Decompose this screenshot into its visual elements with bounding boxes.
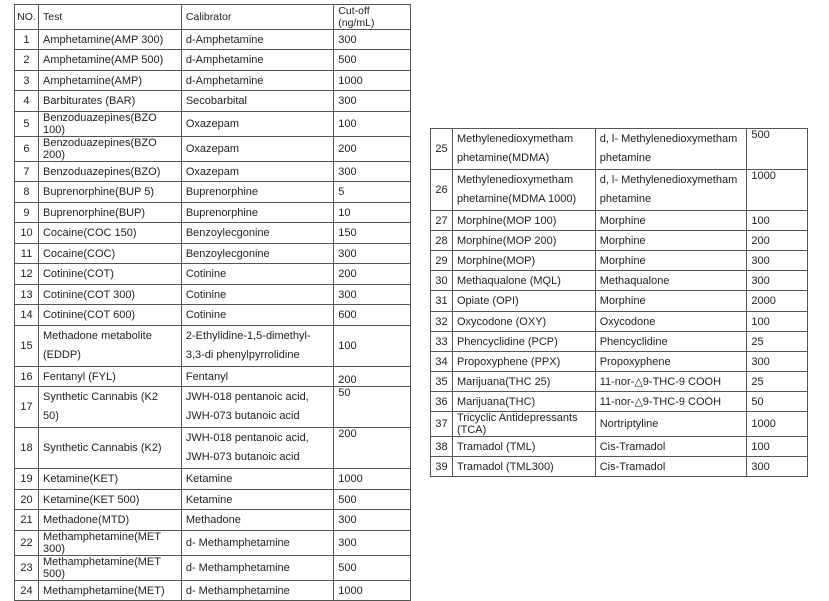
cell-no: 14 (15, 305, 39, 326)
cell-calibrator: Phencyclidine (595, 332, 747, 352)
cell-no: 34 (431, 352, 453, 372)
cell-calibrator: Oxazepam (181, 162, 333, 182)
cell-test: Benzoduazepines(BZO) (38, 162, 181, 182)
table-row (15, 469, 411, 490)
cell-test: Morphine(MOP 200) (452, 231, 595, 251)
cell-no: 24 (15, 581, 39, 601)
cell-no: 23 (15, 556, 39, 581)
header-cutoff: Cut-off (ng/mL) (334, 5, 411, 30)
cell-no: 5 (15, 112, 39, 137)
cell-test: Morphine(MOP 100) (452, 211, 595, 231)
cell-no: 20 (15, 490, 39, 510)
table-row (431, 291, 808, 312)
cell-test: Oxycodone (OXY) (452, 312, 595, 332)
table-row (15, 264, 411, 285)
cell-no: 4 (15, 91, 39, 112)
cell-test: Methylenedioxymetham phetamine(MDMA 1000) (452, 170, 595, 211)
cell-cutoff: 500 (747, 129, 808, 170)
cell-calibrator: d-Amphetamine (181, 30, 333, 50)
cell-test: Methamphetamine(MET) (38, 581, 181, 601)
cell-cutoff: 1000 (334, 581, 411, 601)
cell-calibrator: Benzoylecgonine (181, 223, 333, 244)
cell-cutoff: 300 (334, 30, 411, 50)
table-row (15, 162, 411, 182)
cell-calibrator: Nortriptyline (595, 412, 747, 437)
cell-no: 6 (15, 137, 39, 162)
cell-no: 12 (15, 264, 39, 285)
cell-cutoff: 25 (747, 372, 808, 392)
cell-no: 7 (15, 162, 39, 182)
cell-calibrator: Oxazepam (181, 137, 333, 162)
cell-cutoff: 200 (334, 367, 411, 387)
table-row (15, 531, 411, 556)
cell-no: 15 (15, 326, 39, 367)
table-row (431, 231, 808, 251)
cell-test: Barbiturates (BAR) (38, 91, 181, 112)
cell-calibrator: JWH-018 pentanoic acid, JWH-073 butanoic acid (181, 387, 333, 428)
cell-no: 18 (15, 428, 39, 469)
cell-calibrator: 11-nor-△9-THC-9 COOH (595, 372, 747, 392)
table-row (431, 170, 808, 211)
cell-test: Methamphetamine(MET 300) (38, 531, 181, 556)
cell-no: 37 (431, 412, 453, 437)
cell-no: 32 (431, 312, 453, 332)
table-row (431, 457, 808, 477)
cell-cutoff: 600 (334, 305, 411, 326)
cell-calibrator: Propoxyphene (595, 352, 747, 372)
cell-calibrator: Cis-Tramadol (595, 437, 747, 457)
cell-cutoff: 300 (747, 271, 808, 291)
cell-calibrator: Cotinine (181, 264, 333, 285)
cell-no: 11 (15, 244, 39, 264)
cell-test: Cotinine(COT 600) (38, 305, 181, 326)
cell-calibrator: Fentanyl (181, 367, 333, 387)
table-row (15, 112, 411, 137)
table-row (15, 285, 411, 305)
cell-test: Fentanyl (FYL) (38, 367, 181, 387)
cell-cutoff: 500 (334, 50, 411, 71)
cell-cutoff: 300 (747, 251, 808, 271)
cell-calibrator: Ketamine (181, 490, 333, 510)
cell-calibrator: Ketamine (181, 469, 333, 490)
cell-cutoff: 50 (747, 392, 808, 412)
table-row (15, 387, 411, 428)
cell-calibrator: d- Methamphetamine (181, 531, 333, 556)
cell-test: Marijuana(THC 25) (452, 372, 595, 392)
cell-no: 17 (15, 387, 39, 428)
table-row (431, 211, 808, 231)
header-calibrator: Calibrator (181, 5, 333, 30)
cell-test: Tricyclic Antidepressants (TCA) (452, 412, 595, 437)
cell-cutoff: 300 (334, 91, 411, 112)
table-row (15, 50, 411, 71)
cell-no: 25 (431, 129, 453, 170)
cell-calibrator: Methaqualone (595, 271, 747, 291)
cell-no: 2 (15, 50, 39, 71)
cell-test: Ketamine(KET) (38, 469, 181, 490)
cell-test: Cotinine(COT) (38, 264, 181, 285)
cell-no: 8 (15, 182, 39, 203)
header-row (15, 5, 411, 30)
table-row (15, 556, 411, 581)
cell-cutoff: 1000 (747, 412, 808, 437)
cell-cutoff: 500 (334, 490, 411, 510)
cell-test: Methadone metabolite (EDDP) (38, 326, 181, 367)
table-row (15, 71, 411, 91)
cell-cutoff: 300 (334, 531, 411, 556)
cell-test: Buprenorphine(BUP) (38, 203, 181, 223)
cell-test: Methamphetamine(MET 500) (38, 556, 181, 581)
cell-calibrator: d, l- Methylenedioxymetham phetamine (595, 129, 747, 170)
cell-no: 30 (431, 271, 453, 291)
cell-calibrator: Morphine (595, 291, 747, 312)
cell-no: 26 (431, 170, 453, 211)
cell-cutoff: 10 (334, 203, 411, 223)
cell-calibrator: Cis-Tramadol (595, 457, 747, 477)
cell-test: Marijuana(THC) (452, 392, 595, 412)
cell-calibrator: d- Methamphetamine (181, 581, 333, 601)
cell-no: 16 (15, 367, 39, 387)
cell-cutoff: 100 (747, 312, 808, 332)
cell-cutoff: 300 (334, 285, 411, 305)
cell-test: Tramadol (TML) (452, 437, 595, 457)
table-row (431, 312, 808, 332)
cell-test: Amphetamine(AMP 300) (38, 30, 181, 50)
table-row (431, 129, 808, 170)
cell-cutoff: 200 (747, 231, 808, 251)
left-table (14, 4, 411, 601)
cell-no: 1 (15, 30, 39, 50)
cell-cutoff: 100 (334, 112, 411, 137)
cell-no: 39 (431, 457, 453, 477)
table-row (15, 244, 411, 264)
cell-cutoff: 500 (334, 556, 411, 581)
cell-cutoff: 200 (334, 137, 411, 162)
cell-test: Cocaine(COC 150) (38, 223, 181, 244)
cell-test: Opiate (OPI) (452, 291, 595, 312)
table-row (431, 372, 808, 392)
cell-test: Amphetamine(AMP 500) (38, 50, 181, 71)
table-row (15, 223, 411, 244)
cell-cutoff: 300 (747, 457, 808, 477)
cell-calibrator: 2-Ethylidine-1,5-dimethyl-3,3-di phenylpyrrolidine (181, 326, 333, 367)
cell-test: Tramadol (TML300) (452, 457, 595, 477)
cell-cutoff: 50 (334, 387, 411, 428)
cell-calibrator: Buprenorphine (181, 182, 333, 203)
cell-test: Methadone(MTD) (38, 510, 181, 531)
cell-test: Cocaine(COC) (38, 244, 181, 264)
cell-cutoff: 150 (334, 223, 411, 244)
cell-test: Benzoduazepines(BZO 100) (38, 112, 181, 137)
cell-no: 27 (431, 211, 453, 231)
cell-cutoff: 1000 (334, 71, 411, 91)
cell-test: Methaqualone (MQL) (452, 271, 595, 291)
header-test: Test (38, 5, 181, 30)
cell-calibrator: JWH-018 pentanoic acid, JWH-073 butanoic acid (181, 428, 333, 469)
cell-no: 3 (15, 71, 39, 91)
cell-no: 22 (15, 531, 39, 556)
table-row (15, 326, 411, 367)
cell-calibrator: d- Methamphetamine (181, 556, 333, 581)
table-row (15, 367, 411, 387)
table-row (15, 581, 411, 601)
cell-calibrator: d, l- Methylenedioxymetham phetamine (595, 170, 747, 211)
cell-test: Buprenorphine(BUP 5) (38, 182, 181, 203)
cell-no: 13 (15, 285, 39, 305)
cell-no: 21 (15, 510, 39, 531)
cell-cutoff: 300 (747, 352, 808, 372)
cell-calibrator: 11-nor-△9-THC-9 COOH (595, 392, 747, 412)
table-row (431, 352, 808, 372)
table-row (431, 412, 808, 437)
cell-calibrator: Buprenorphine (181, 203, 333, 223)
table-row (431, 392, 808, 412)
cell-calibrator: Morphine (595, 251, 747, 271)
table-row (15, 91, 411, 112)
cell-no: 28 (431, 231, 453, 251)
left-table-body (15, 5, 411, 601)
cell-cutoff: 200 (334, 428, 411, 469)
cell-cutoff: 300 (334, 162, 411, 182)
header-no: NO. (15, 5, 39, 30)
cell-calibrator: d-Amphetamine (181, 50, 333, 71)
cell-cutoff: 5 (334, 182, 411, 203)
cell-calibrator: Morphine (595, 231, 747, 251)
cell-test: Amphetamine(AMP) (38, 71, 181, 91)
cell-test: Morphine(MOP) (452, 251, 595, 271)
table-row (431, 271, 808, 291)
table-row (15, 30, 411, 50)
cell-test: Propoxyphene (PPX) (452, 352, 595, 372)
cell-test: Benzoduazepines(BZO 200) (38, 137, 181, 162)
cell-cutoff: 1000 (334, 469, 411, 490)
cell-no: 9 (15, 203, 39, 223)
cell-calibrator: Secobarbital (181, 91, 333, 112)
table-row (431, 251, 808, 271)
cell-calibrator: Cotinine (181, 285, 333, 305)
cell-no: 19 (15, 469, 39, 490)
cell-no: 35 (431, 372, 453, 392)
cell-cutoff: 1000 (747, 170, 808, 211)
cell-test: Methylenedioxymetham phetamine(MDMA) (452, 129, 595, 170)
table-row (15, 182, 411, 203)
table-row (15, 510, 411, 531)
cell-test: Ketamine(KET 500) (38, 490, 181, 510)
cell-test: Synthetic Cannabis (K2) (38, 428, 181, 469)
cell-cutoff: 2000 (747, 291, 808, 312)
cell-calibrator: Cotinine (181, 305, 333, 326)
table-row (15, 203, 411, 223)
table-row (15, 137, 411, 162)
cell-cutoff: 100 (747, 211, 808, 231)
table-row (15, 490, 411, 510)
cell-calibrator: Oxycodone (595, 312, 747, 332)
cell-cutoff: 200 (334, 264, 411, 285)
cell-cutoff: 100 (747, 437, 808, 457)
cell-no: 33 (431, 332, 453, 352)
cell-cutoff: 300 (334, 510, 411, 531)
cell-calibrator: d-Amphetamine (181, 71, 333, 91)
cell-calibrator: Benzoylecgonine (181, 244, 333, 264)
cell-no: 29 (431, 251, 453, 271)
right-table-body (431, 129, 808, 477)
cell-no: 36 (431, 392, 453, 412)
cell-cutoff: 300 (334, 244, 411, 264)
cell-no: 31 (431, 291, 453, 312)
table-row (15, 305, 411, 326)
cell-test: Phencyclidine (PCP) (452, 332, 595, 352)
cell-cutoff: 25 (747, 332, 808, 352)
table-row (431, 332, 808, 352)
cell-no: 10 (15, 223, 39, 244)
cell-no: 38 (431, 437, 453, 457)
cell-test: Cotinine(COT 300) (38, 285, 181, 305)
cell-calibrator: Methadone (181, 510, 333, 531)
table-row (15, 428, 411, 469)
cell-test: Synthetic Cannabis (K2 50) (38, 387, 181, 428)
table-row (431, 437, 808, 457)
right-table (430, 128, 808, 477)
cell-calibrator: Morphine (595, 211, 747, 231)
cell-cutoff: 100 (334, 326, 411, 367)
cell-calibrator: Oxazepam (181, 112, 333, 137)
